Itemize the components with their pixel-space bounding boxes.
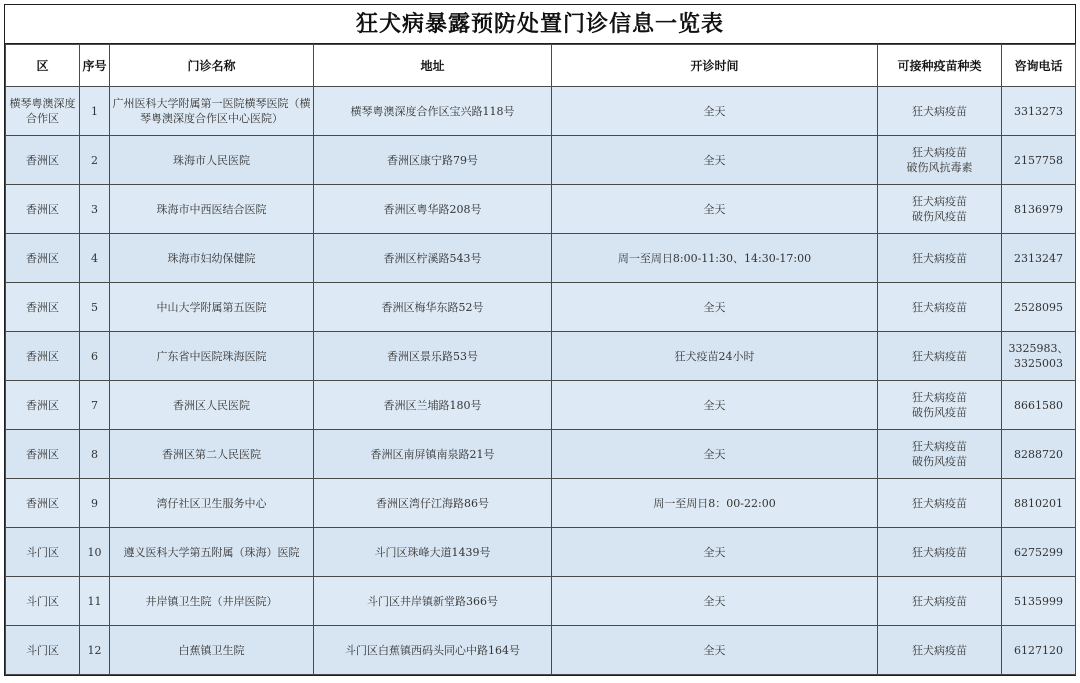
cell-clinic: 香洲区第二人民医院	[110, 430, 314, 479]
table-row	[6, 479, 1076, 528]
cell-district: 香洲区	[6, 234, 80, 283]
cell-seq: 7	[80, 381, 110, 430]
table-header-row	[6, 45, 1076, 87]
cell-seq: 2	[80, 136, 110, 185]
cell-hours: 周一至周日8：00-22:00	[552, 479, 878, 528]
cell-phone: 6127120	[1002, 626, 1076, 675]
table-row	[6, 283, 1076, 332]
cell-vaccine: 狂犬病疫苗	[878, 626, 1002, 675]
cell-clinic: 中山大学附属第五医院	[110, 283, 314, 332]
cell-address: 斗门区井岸镇新堂路366号	[314, 577, 552, 626]
cell-clinic: 白蕉镇卫生院	[110, 626, 314, 675]
table-row	[6, 87, 1076, 136]
cell-phone: 6275299	[1002, 528, 1076, 577]
cell-phone: 5135999	[1002, 577, 1076, 626]
cell-hours: 全天	[552, 136, 878, 185]
cell-vaccine: 狂犬病疫苗	[878, 479, 1002, 528]
cell-vaccine: 狂犬病疫苗 破伤风疫苗	[878, 381, 1002, 430]
cell-district: 香洲区	[6, 332, 80, 381]
cell-vaccine: 狂犬病疫苗 破伤风疫苗	[878, 430, 1002, 479]
cell-clinic: 珠海市中西医结合医院	[110, 185, 314, 234]
cell-district: 香洲区	[6, 185, 80, 234]
table-row	[6, 381, 1076, 430]
cell-seq: 9	[80, 479, 110, 528]
cell-seq: 12	[80, 626, 110, 675]
table-row	[6, 136, 1076, 185]
cell-seq: 1	[80, 87, 110, 136]
cell-vaccine: 狂犬病疫苗	[878, 332, 1002, 381]
cell-address: 香洲区兰埔路180号	[314, 381, 552, 430]
cell-phone: 2528095	[1002, 283, 1076, 332]
table-row	[6, 626, 1076, 675]
cell-address: 香洲区湾仔江海路86号	[314, 479, 552, 528]
cell-phone: 8661580	[1002, 381, 1076, 430]
cell-vaccine: 狂犬病疫苗	[878, 528, 1002, 577]
cell-address: 香洲区南屏镇南泉路21号	[314, 430, 552, 479]
cell-phone: 2313247	[1002, 234, 1076, 283]
cell-phone: 8136979	[1002, 185, 1076, 234]
cell-address: 香洲区梅华东路52号	[314, 283, 552, 332]
header-district: 区	[6, 45, 80, 87]
cell-phone: 2157758	[1002, 136, 1076, 185]
cell-address: 斗门区珠峰大道1439号	[314, 528, 552, 577]
cell-hours: 全天	[552, 430, 878, 479]
cell-address: 香洲区景乐路53号	[314, 332, 552, 381]
cell-vaccine: 狂犬病疫苗	[878, 577, 1002, 626]
cell-hours: 全天	[552, 528, 878, 577]
cell-clinic: 珠海市妇幼保健院	[110, 234, 314, 283]
cell-address: 香洲区康宁路79号	[314, 136, 552, 185]
cell-hours: 全天	[552, 381, 878, 430]
cell-seq: 11	[80, 577, 110, 626]
table-row	[6, 185, 1076, 234]
clinic-info-sheet	[4, 4, 1076, 676]
cell-seq: 4	[80, 234, 110, 283]
cell-phone: 8288720	[1002, 430, 1076, 479]
cell-district: 斗门区	[6, 626, 80, 675]
cell-hours: 全天	[552, 87, 878, 136]
cell-seq: 5	[80, 283, 110, 332]
cell-seq: 10	[80, 528, 110, 577]
cell-seq: 3	[80, 185, 110, 234]
cell-phone: 3325983、3325003	[1002, 332, 1076, 381]
table-row	[6, 577, 1076, 626]
clinic-table	[5, 44, 1076, 675]
cell-district: 斗门区	[6, 528, 80, 577]
cell-district: 香洲区	[6, 381, 80, 430]
cell-district: 香洲区	[6, 136, 80, 185]
cell-address: 横琴粤澳深度合作区宝兴路118号	[314, 87, 552, 136]
header-clinic: 门诊名称	[110, 45, 314, 87]
cell-clinic: 珠海市人民医院	[110, 136, 314, 185]
cell-vaccine: 狂犬病疫苗 破伤风抗毒素	[878, 136, 1002, 185]
header-seq: 序号	[80, 45, 110, 87]
page-title: 狂犬病暴露预防处置门诊信息一览表	[5, 5, 1075, 44]
cell-seq: 6	[80, 332, 110, 381]
cell-address: 香洲区粤华路208号	[314, 185, 552, 234]
table-row	[6, 528, 1076, 577]
cell-clinic: 香洲区人民医院	[110, 381, 314, 430]
cell-hours: 狂犬疫苗24小时	[552, 332, 878, 381]
cell-vaccine: 狂犬病疫苗	[878, 87, 1002, 136]
header-vaccine: 可接种疫苗种类	[878, 45, 1002, 87]
cell-district: 斗门区	[6, 577, 80, 626]
cell-address: 斗门区白蕉镇西码头同心中路164号	[314, 626, 552, 675]
cell-hours: 周一至周日8:00-11:30、14:30-17:00	[552, 234, 878, 283]
cell-hours: 全天	[552, 577, 878, 626]
header-address: 地址	[314, 45, 552, 87]
cell-hours: 全天	[552, 185, 878, 234]
cell-clinic: 遵义医科大学第五附属（珠海）医院	[110, 528, 314, 577]
cell-district: 香洲区	[6, 479, 80, 528]
cell-seq: 8	[80, 430, 110, 479]
cell-district: 横琴粤澳深度合作区	[6, 87, 80, 136]
cell-clinic: 井岸镇卫生院（井岸医院）	[110, 577, 314, 626]
cell-clinic: 广州医科大学附属第一医院横琴医院（横琴粤澳深度合作区中心医院）	[110, 87, 314, 136]
cell-hours: 全天	[552, 283, 878, 332]
cell-vaccine: 狂犬病疫苗	[878, 234, 1002, 283]
cell-district: 香洲区	[6, 283, 80, 332]
table-row	[6, 332, 1076, 381]
header-hours: 开诊时间	[552, 45, 878, 87]
table-row	[6, 234, 1076, 283]
cell-hours: 全天	[552, 626, 878, 675]
cell-clinic: 湾仔社区卫生服务中心	[110, 479, 314, 528]
cell-clinic: 广东省中医院珠海医院	[110, 332, 314, 381]
cell-phone: 3313273	[1002, 87, 1076, 136]
cell-district: 香洲区	[6, 430, 80, 479]
header-phone: 咨询电话	[1002, 45, 1076, 87]
cell-phone: 8810201	[1002, 479, 1076, 528]
cell-vaccine: 狂犬病疫苗	[878, 283, 1002, 332]
cell-address: 香洲区柠溪路543号	[314, 234, 552, 283]
table-row	[6, 430, 1076, 479]
cell-vaccine: 狂犬病疫苗 破伤风疫苗	[878, 185, 1002, 234]
